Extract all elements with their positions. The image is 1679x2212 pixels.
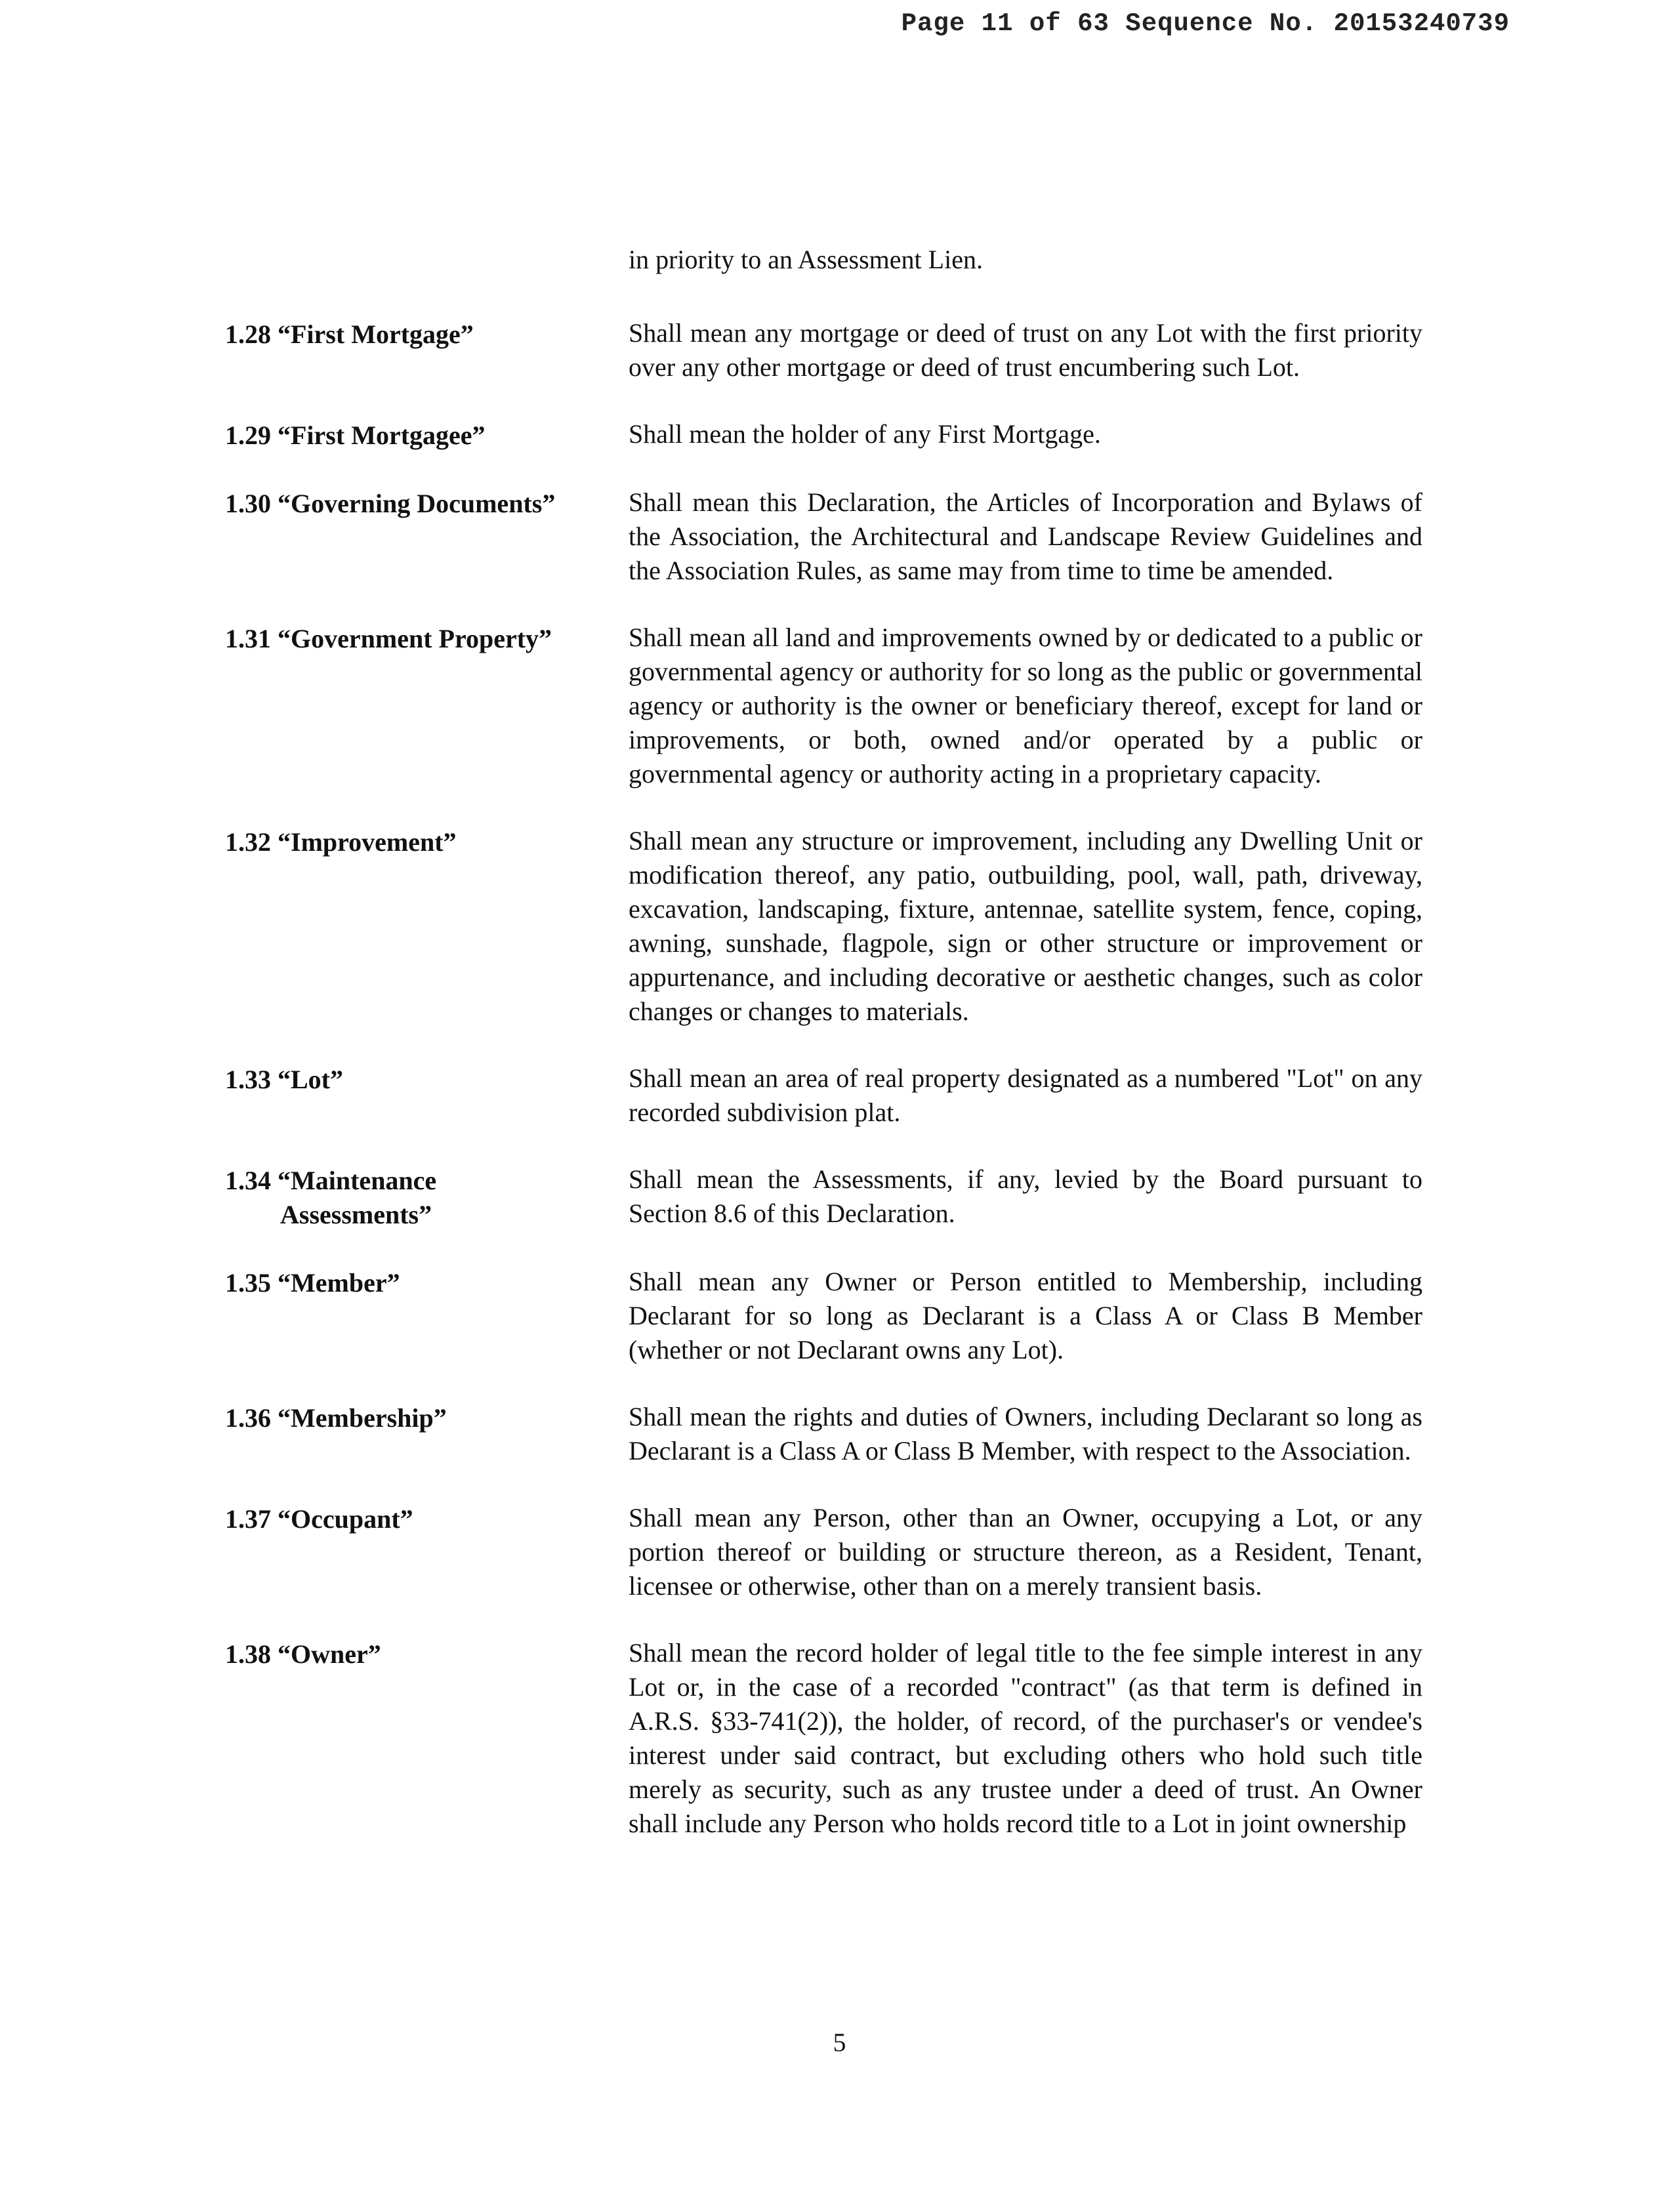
definition-term: 1.32 “Improvement” xyxy=(225,827,457,857)
definition-term: 1.33 “Lot” xyxy=(225,1065,343,1094)
definition-term xyxy=(225,1162,629,1232)
definition-term-line-1: 1.34 “Maintenance xyxy=(225,1166,437,1195)
definition-term: 1.36 “Membership” xyxy=(225,1403,447,1433)
definition-entry-1-31 xyxy=(225,621,1426,791)
definition-entry-1-38 xyxy=(225,1636,1426,1841)
definition-entry-1-34 xyxy=(225,1162,1426,1232)
definition-text: Shall mean an area of real property designated as a numbered "Lot" on any recorded subdivision plat. xyxy=(629,1063,1422,1127)
definition-entry-1-33 xyxy=(225,1061,1426,1130)
definition-text: Shall mean all land and improvements owned by or dedicated to a public or governmental agency or authority for so long as the public or governmental agency or authority is the owner or beneficiary thereof, except for land or improvements, or both, owned and/or operated by a public or governmental agency or authority acting in a proprietary capacity. xyxy=(629,623,1422,789)
definition-text: Shall mean the rights and duties of Owners, including Declarant so long as Declarant is a Class A or Class B Member, with respect to the Association. xyxy=(629,1402,1422,1465)
definition-entry-1-28 xyxy=(225,316,1426,384)
definitions-list xyxy=(225,316,1426,1874)
page-number: 5 xyxy=(833,2028,846,2057)
definition-entry-1-35 xyxy=(225,1265,1426,1367)
continued-definition-text: in priority to an Assessment Lien. xyxy=(629,245,983,274)
definition-term: 1.38 “Owner” xyxy=(225,1639,381,1669)
definition-text: Shall mean the holder of any First Mortgage. xyxy=(629,419,1101,449)
definition-text: Shall mean the Assessments, if any, levied by the Board pursuant to Section 8.6 of this Declaration. xyxy=(629,1164,1422,1228)
definition-text: Shall mean any Owner or Person entitled to Membership, including Declarant for so long as Declarant is a Class A or Class B Member (whether or not Declarant owns any Lot). xyxy=(629,1267,1422,1364)
definition-entry-1-37 xyxy=(225,1501,1426,1603)
definition-entry-1-32 xyxy=(225,824,1426,1029)
definition-term: 1.29 “First Mortgagee” xyxy=(225,420,486,450)
definition-text: Shall mean any Person, other than an Owner, occupying a Lot, or any portion thereof or building or structure thereon, as a Resident, Tenant, licensee or otherwise, other than on a merely transient basis. xyxy=(629,1503,1422,1601)
definition-term: 1.35 “Member” xyxy=(225,1268,400,1298)
definition-term: 1.30 “Governing Documents” xyxy=(225,489,556,518)
definition-text: Shall mean any structure or improvement, including any Dwelling Unit or modification thereof, any patio, outbuilding, pool, wall, path, driveway, excavation, landscaping, fixture, antennae, satellite system, fence, coping, awning, sunshade, flagpole, sign or other structure or improvement or appurtenance, and including decorative or aesthetic changes, such as color changes or changes to materials. xyxy=(629,826,1422,1026)
definition-entry-1-36 xyxy=(225,1400,1426,1468)
definition-term: 1.28 “First Mortgage” xyxy=(225,319,474,349)
page-sequence-header: Page 11 of 63 Sequence No. 20153240739 xyxy=(901,9,1510,38)
definition-entry-1-29 xyxy=(225,417,1426,453)
definition-term: 1.31 “Government Property” xyxy=(225,624,552,653)
definition-text: Shall mean this Declaration, the Articles of Incorporation and Bylaws of the Association, the Architectural and Landscape Review Guidelines and the Association Rules, as same may from time to time be amended. xyxy=(629,487,1422,585)
definition-text: Shall mean the record holder of legal title to the fee simple interest in any Lot or, in the case of a recorded "contract" (as that term is defined in A.R.S. §33-741(2)), the holder, of record, of the purchaser's or vendee's interest under said contract, but excluding others who hold such title merely as security, such as any trustee under a deed of trust. An Owner shall include any Person who holds record title to a Lot in joint ownership xyxy=(629,1638,1422,1838)
definition-term: 1.37 “Occupant” xyxy=(225,1504,413,1534)
definition-text: Shall mean any mortgage or deed of trust on any Lot with the first priority over any other mortgage or deed of trust encumbering such Lot. xyxy=(629,318,1422,382)
definition-entry-1-30 xyxy=(225,485,1426,588)
definition-term-line-2: Assessments” xyxy=(280,1200,432,1229)
